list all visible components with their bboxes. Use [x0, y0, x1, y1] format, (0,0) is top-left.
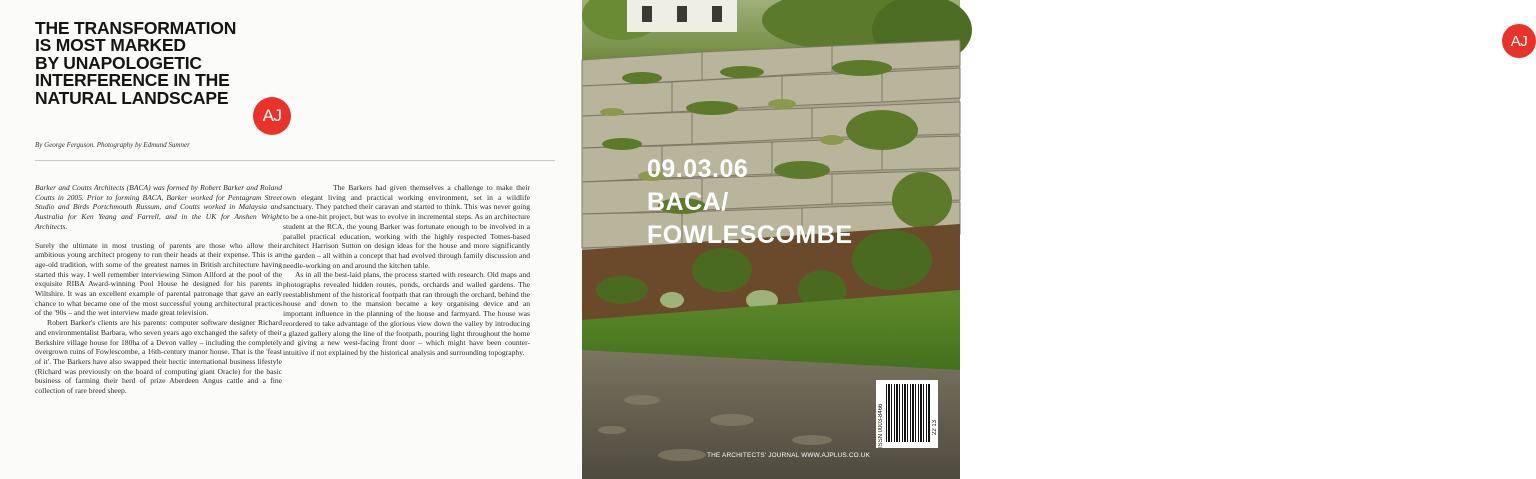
intro-paragraph: Barker and Coutts Architects (BACA) was formed by Robert Barker and Roland Coutts in 2005. Prior to forming BACA, Barker worked for Pentagram Street Studio and Birds Portchmouth Russum, and Coutts worked in Malaysia and Australia for Ken Yeang and Farrell, and in the UK for Anshen Wright Architects. — [35, 183, 282, 231]
divider — [35, 160, 555, 161]
article-headline — [35, 20, 257, 107]
body-paragraph: Surely the ultimate in most trusting of parents are those who allow their ambitious young architect progeny to run their heads at their expense. This is an age-old tradition, with some of the greatest names in British architecture having started this way. I well remember interviewing Simon Allford at the pool of the exquisite RIBA Award-winning Pool House he designed for his parents in Wiltshire. It was an excellent example of parental patronage that gave an early chance to what became one of the most successful young architectural practices of the '90s – and the wet interview made great television. — [35, 240, 282, 318]
article-page — [0, 0, 582, 479]
barcode-icon — [886, 384, 930, 442]
issue-date: 09.03.06 — [647, 155, 749, 183]
issn-number: ISSN 0003-8466 — [878, 403, 884, 448]
article-column-2 — [283, 183, 530, 358]
headline-line: THE TRANSFORMATION — [35, 18, 237, 38]
cover-footer: THE ARCHITECTS' JOURNAL WWW.AJPLUS.CO.UK — [707, 452, 871, 459]
aj-logo: AJ — [253, 97, 291, 135]
cover-title — [647, 186, 853, 252]
aj-logo: AJ — [1502, 24, 1536, 58]
headline-line: INTERFERENCE IN THE — [35, 70, 230, 91]
headline-line: BY UNAPOLOGETIC — [35, 52, 202, 73]
body-paragraph: The Barkers had given themselves a challenge to make their own elegant living and practical working environment, set in a wildlife sanctuary. They patched their caravan and started to think. This was never going to be a one-hit project, but was to evolve in incremental steps. As an architecture student at the RCA, the young Barker was fortunate enough to be involved in a parallel practical education, working with the highly respected Totnes-based architect Harrison Sutton on design ideas for the house and more significantly the garden – all within a concept that had evolved through family discussion and needle-working on and around the kitchen table. — [283, 183, 530, 270]
headline-line: IS MOST MARKED — [35, 35, 186, 56]
article-column-1 — [35, 183, 282, 396]
magazine-cover — [582, 0, 1528, 479]
body-paragraph: As in all the best-laid plans, the process started with research. Old maps and photographs revealed hidden routes, ponds, orchards and walled gardens. The reestablishment of the historical footpath that ran through the orchard, behind the house and down to the mansion became a key organising device and an important influence in the planning of the house and farmyard. The house was reordered to take advantage of the glorious view down the valley by introducing a glazed gallery along the line of the footpath, pouring light throughout the home and giving a new west-facing front door – which might have been counter-intuitive if not explained by the historical analysis and surrounding topography. — [283, 270, 530, 357]
cover-title-line: FOWLESCOMBE — [647, 221, 853, 249]
cover-title-line: BACA/ — [647, 188, 729, 216]
byline: By George Ferguson. Photography by Edmund Sumner — [35, 141, 190, 149]
issue-number: 22 13 — [932, 420, 938, 436]
headline-line: NATURAL LANDSCAPE — [35, 87, 229, 108]
body-paragraph: Robert Barker's clients are his parents: computer software designer Richard and environmentalist Barbara, who seven years ago exchanged the safety of their Berkshire village house for 180ha of a Devon valley – including the completely overgrown ruins of Fowlescombe, a 16th-century manor house. That is the 'feast of it'. The Barkers have also swapped their hectic international business lifestyle (Richard was previously on the board of computing giant Oracle) for the basic business of farming their herd of prize Aberdeen Angus cattle and a fine collection of rare breed sheep. — [35, 318, 282, 396]
